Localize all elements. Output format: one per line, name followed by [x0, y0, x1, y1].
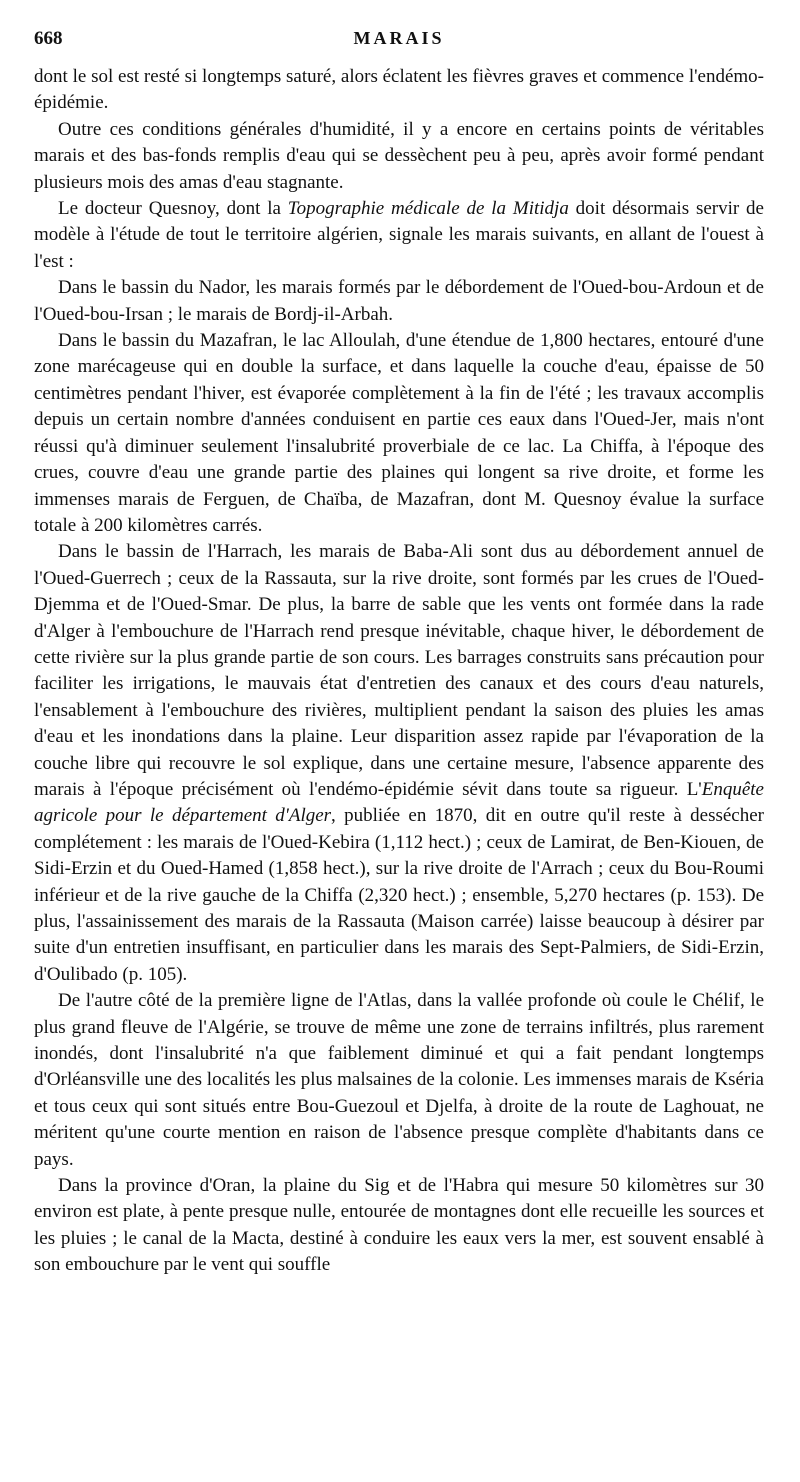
page-number: 668	[34, 28, 63, 49]
paragraph: De l'autre côté de la première ligne de l'Atlas, dans la vallée profonde où coule le Chélif, le plus grand fleuve de l'Algérie, se trouve de même une zone de terrains infiltrés, plus rarement inondés, dont l'insalubrité n'a que faiblement diminué et qui a fait pendant longtemps d'Orléansville une des localités les plus malsaines de la colonie. Les immenses marais de Kséria et tous ceux qui sont situés entre Bou-Guezoul et Djelfa, à droite de la route de Laghouat, ne méritent qu'une courte mention en raison de l'absence presque complète d'habitants dans ce pays.	[34, 990, 764, 1170]
paragraph: Outre ces conditions générales d'humidité, il y a encore en certains points de véritables marais et des bas-fonds remplis d'eau qui se dessèchent peu à peu, après avoir formé pendant plusieurs mois des amas d'eau stagnante.	[34, 118, 764, 193]
body-text	[34, 64, 764, 1279]
page-header	[34, 28, 764, 58]
paragraph: dont le sol est resté si longtemps saturé, alors éclatent les fièvres graves et commence l'endémo-épidémie.	[34, 66, 764, 114]
running-title: MARAIS	[353, 28, 445, 48]
paragraph: Le docteur Quesnoy, dont la Topographie médicale de la Mitidja doit désormais servir de modèle à l'étude de tout le territoire algérien, signale les marais suivants, en allant de l'ouest à l'est :	[34, 198, 764, 272]
paragraph: Dans le bassin de l'Harrach, les marais de Baba-Ali sont dus au débordement annuel de l'Oued-Guerrech ; ceux de la Rassauta, sur la rive droite, sont formés par les crues de l'Oued-Djemma et de l'Oued-Smar. De plus, la barre de sable que les vents ont formée dans la rade d'Alger à l'embouchure de l'Harrach rend presque inévitable, chaque hiver, le débordement de cette rivière sur la plus grande partie de son cours. Les barrages construits sans précaution pour faciliter les irrigations, le mauvais état d'entretien des canaux et des cours d'eau naturels, l'ensablement à l'embouchure des rivières, multiplient pendant la saison des pluies les amas d'eau et les inondations dans la plaine. Leur disparition assez rapide par l'évaporation de la couche libre qui recouvre le sol explique, dans une certaine mesure, l'absence apparente des marais à l'époque précisément où l'endémo-épidémie sévit dans toute sa rigueur. L'Enquête agricole pour le département d'Alger, publiée en 1870, dit en outre qu'il reste à dessécher complétement : les marais de l'Oued-Kebira (1,112 hect.) ; ceux de Lamirat, de Ben-Kiouen, de Sidi-Erzin et du Oued-Hamed (1,858 hect.), sur la rive droite de l'Arrach ; ceux du Bou-Roumi inférieur et de la rive gauche de la Chiffa (2,320 hect.) ; ensemble, 5,270 hectares (p. 153). De plus, l'assainissement des marais de la Rassauta (Maison carrée) laisse beaucoup à désirer par suite d'un entretien insuffisant, en particulier dans les marais des Sept-Palmiers, de Sidi-Erzin, d'Oulibado (p. 105).	[34, 541, 764, 985]
paragraph: Dans le bassin du Nador, les marais formés par le débordement de l'Oued-bou-Ardoun et de l'Oued-bou-Irsan ; le marais de Bordj-il-Arbah.	[34, 277, 764, 325]
paragraph: Dans le bassin du Mazafran, le lac Alloulah, d'une étendue de 1,800 hectares, entouré d'une zone marécageuse qui en double la surface, et dans laquelle la couche d'eau, épaisse de 50 centimètres pendant l'hiver, est évaporée complètement à la fin de l'été ; les travaux accomplis depuis un certain nombre d'années conduisent en partie ces eaux dans l'Oued-Jer, mais n'ont réussi qu'à diminuer seulement l'insalubrité proverbiale de ce lac. La Chiffa, à l'époque des crues, couvre d'eau une grande partie des plaines qui longent sa rive droite, et forme les immenses marais de Ferguen, de Chaïba, de Mazafran, dont M. Quesnoy évalue la surface totale à 200 kilomètres carrés.	[34, 330, 764, 536]
italic-title: Topographie médicale de la Mitidja	[287, 198, 569, 220]
paragraph: Dans la province d'Oran, la plaine du Sig et de l'Habra qui mesure 50 kilomètres sur 30 environ est plate, à pente presque nulle, entourée de montagnes dont elle recueille les sources et les pluies ; le canal de la Macta, destiné à conduire les eaux vers la mer, est souvent ensablé à son embouchure par le vent qui souffle	[34, 1175, 764, 1276]
document-page	[34, 28, 764, 1279]
italic-title: Enquête agricole pour le département d'Alger	[34, 778, 764, 827]
